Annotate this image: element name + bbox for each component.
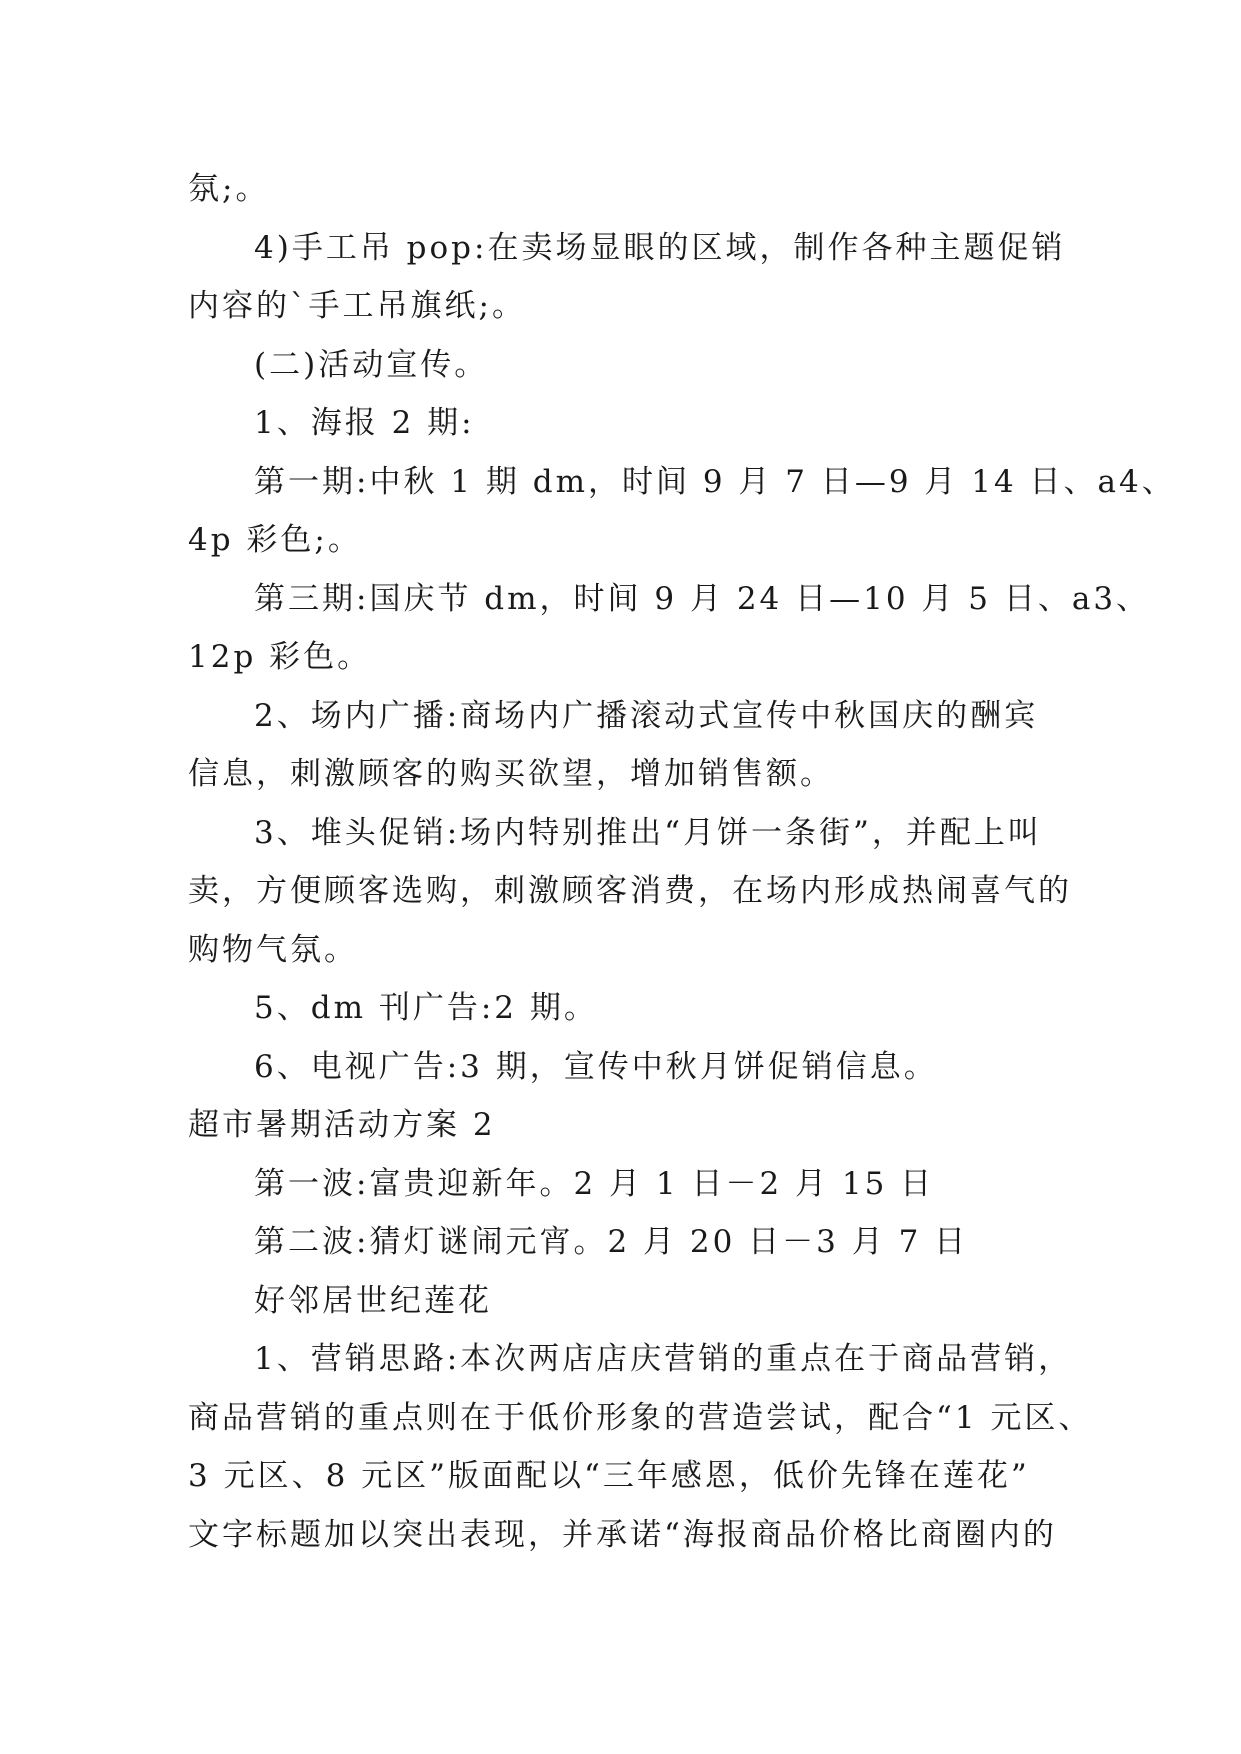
text-line: 超市暑期活动方案 2 — [188, 1107, 496, 1143]
text-line: 2、场内广播:商场内广播滚动式宣传中秋国庆的酬宾 — [254, 697, 1039, 734]
text-line: 购物气氛。 — [188, 931, 358, 968]
text-line: 6、电视广告:3 期，宣传中秋月饼促销信息。 — [254, 1048, 938, 1085]
text-line: 4p 彩色;。 — [188, 522, 362, 558]
text-line: 1、营销思路:本次两店店庆营销的重点在于商品营销， — [254, 1341, 1073, 1377]
text-line: 4)手工吊 pop:在卖场显眼的区域，制作各种主题促销 — [254, 229, 1066, 266]
document-body — [188, 160, 1176, 1564]
text-line: 3 元区、8 元区”版面配以“三年感恩，低价先锋在莲花” — [188, 1458, 1030, 1494]
text-line: 第二波:猜灯谜闹元宵。2 月 20 日－3 月 7 日 — [254, 1224, 969, 1260]
text-line: 文字标题加以突出表现，并承诺“海报商品价格比商圈内的 — [188, 1516, 1057, 1553]
text-line: 商品营销的重点则在于低价形象的营造尝试，配合“1 元区、 — [188, 1399, 1093, 1436]
text-line: 信息，刺激顾客的购买欲望，增加销售额。 — [188, 756, 834, 792]
text-line: 卖，方便顾客选购，刺激顾客消费，在场内形成热闹喜气的 — [188, 873, 1072, 909]
text-line: 5、dm 刊广告:2 期。 — [254, 990, 598, 1026]
text-line: 第一波:富贵迎新年。2 月 1 日－2 月 15 日 — [254, 1165, 935, 1202]
text-line: (二)活动宣传。 — [254, 346, 489, 383]
text-line: 氛;。 — [188, 171, 270, 207]
text-line: 第三期:国庆节 dm，时间 9 月 24 日—10 月 5 日、a3、 — [254, 580, 1151, 617]
text-line: 12p 彩色。 — [188, 639, 372, 675]
text-line: 第一期:中秋 1 期 dm，时间 9 月 7 日—9 月 14 日、a4、 — [254, 463, 1176, 500]
text-line: 内容的`手工吊旗纸;。 — [188, 288, 526, 324]
text-line: 3、堆头促销:场内特别推出“月饼一条街”，并配上叫 — [254, 814, 1042, 851]
text-line: 1、海报 2 期: — [254, 405, 475, 441]
text-line: 好邻居世纪莲花 — [254, 1282, 492, 1319]
